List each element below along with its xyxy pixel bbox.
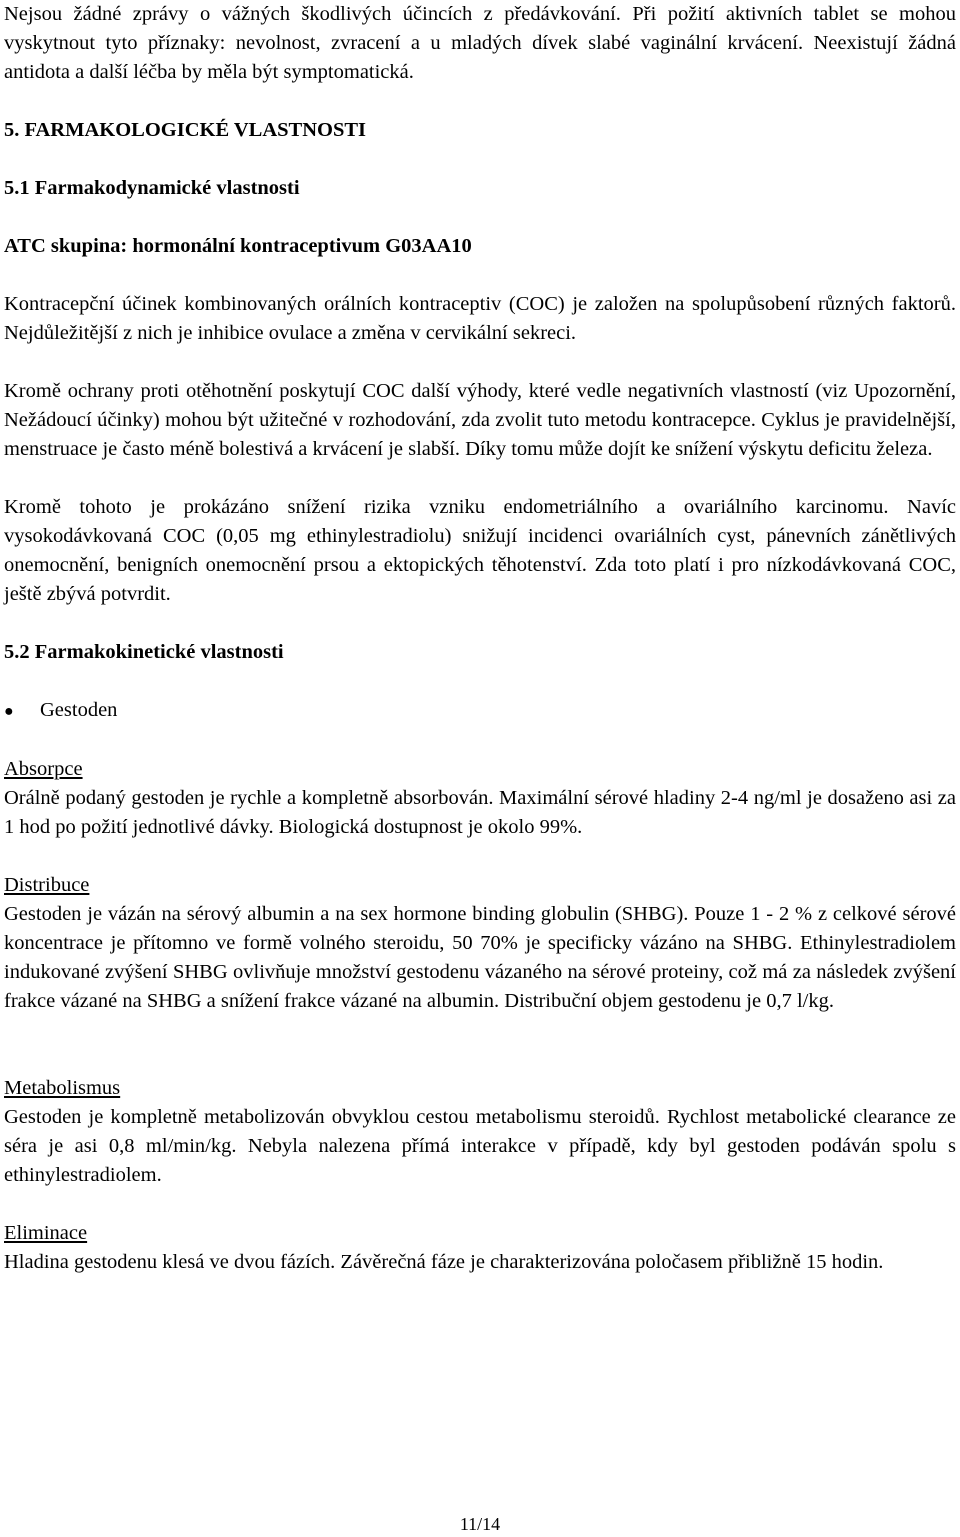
section-5-1-heading: 5.1 Farmakodynamické vlastnosti [4,177,300,199]
eliminace-paragraph: Hladina gestodenu klesá ve dvou fázích. Závěrečná fáze je charakterizována poločasem přibližně 15 hodin. [4,1251,884,1273]
bullet-item-label: Gestoden [40,699,118,721]
intro-paragraph: Nejsou žádné zprávy o vážných škodlivých účincích z předávkování. Při požití aktivních tablet se mohou vyskytnout tyto příznaky: nevolnost, zvracení a u mladých dívek slabé vaginální krvácení. Neexistují žádná antidota a další léčba by měla být symptomatická. [4,3,956,83]
absorpce-paragraph: Orálně podaný gestoden je rychle a kompletně absorbován. Maximální sérové hladiny 2-4 ng/ml je dosaženo asi za 1 hod po požití jednotlivé dávky. Biologická dostupnost je okolo 99%. [4,787,956,838]
atc-group: ATC skupina: hormonální kontraceptivum G03AA10 [4,235,472,257]
bullet-icon: ● [4,703,14,720]
metabolismus-heading: Metabolismus [4,1077,121,1099]
pharmacodynamics-paragraph-1: Kontracepční účinek kombinovaných orálních kontraceptiv (COC) je založen na spolupůsobení různých faktorů. Nejdůležitější z nich je inhibice ovulace a změna v cervikální sekreci. [4,293,956,344]
bullet-list-item [4,696,956,726]
distribuce-heading: Distribuce [4,874,90,896]
absorpce-heading: Absorpce [4,758,83,780]
metabolismus-paragraph: Gestoden je kompletně metabolizován obvyklou cestou metabolismu steroidů. Rychlost metabolické clearance ze séra je asi 0,8 ml/min/kg. Nebyla nalezena přímá interakce v případě, kdy byl gestoden podáván spolu s ethinylestradiolem. [4,1106,956,1186]
document-page [4,0,956,1277]
page-number: 11/14 [459,1514,501,1534]
distribuce-paragraph: Gestoden je vázán na sérový albumin a na sex hormone binding globulin (SHBG). Pouze 1 - 2 % z celkové sérové koncentrace je přítomno ve formě volného steroidu, 50 70% je specificky vázáno na SHBG. Ethinylestradiolem indukované zvýšení SHBG ovlivňuje množství gestodenu vázaného na sérové proteiny, což má za následek zvýšení frakce vázané na SHBG a snížení frakce vázané na albumin. Distribuční objem gestodenu je 0,7 l/kg. [4,903,956,1012]
eliminace-heading: Eliminace [4,1222,88,1244]
pharmacodynamics-paragraph-3: Kromě tohoto je prokázáno snížení rizika vzniku endometriálního a ovariálního karcinomu. Navíc vysokodávkovaná COC (0,05 mg ethinylestradiolu) snižují incidenci ovariálních cyst, pánevních zánětlivých onemocnění, benigních onemocnění prsou a ektopických těhotenství. Zda toto platí i pro nízkodávkovaná COC, ještě zbývá potvrdit. [4,496,956,605]
section-5-2-heading: 5.2 Farmakokinetické vlastnosti [4,641,284,663]
pharmacodynamics-paragraph-2: Kromě ochrany proti otěhotnění poskytují COC další výhody, které vedle negativních vlastností (viz Upozornění, Nežádoucí účinky) mohou být užitečné v rozhodování, zda zvolit tuto metodu kontracepce. Cyklus je pravidelnější, menstruace je často méně bolestivá a krvácení je slabší. Díky tomu může dojít ke snížení výskytu deficitu železa. [4,380,956,460]
section-5-heading: 5. FARMAKOLOGICKÉ VLASTNOSTI [4,119,367,141]
